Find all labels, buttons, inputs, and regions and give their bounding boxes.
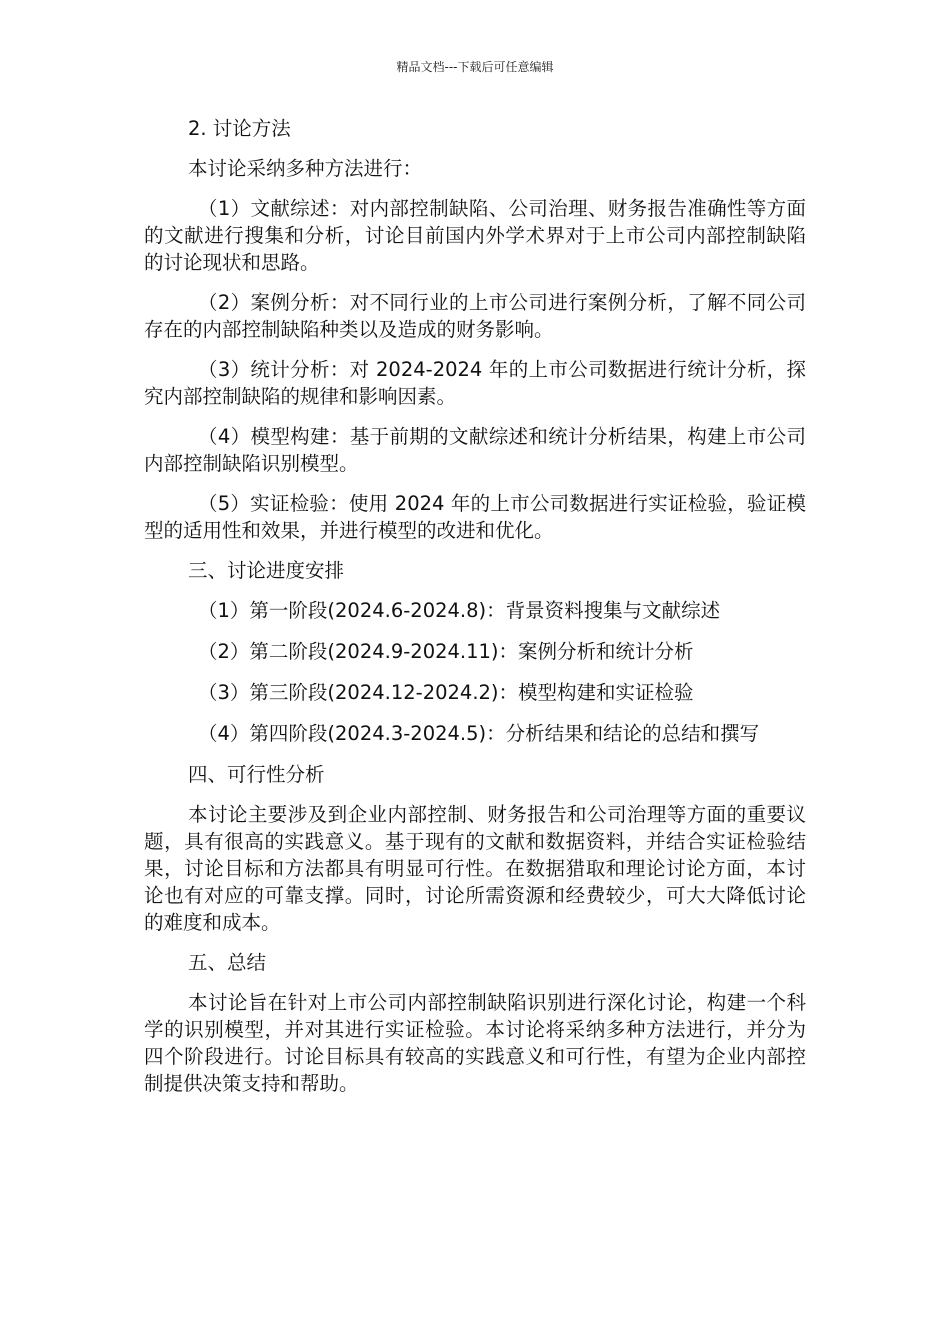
schedule-item: （3）第三阶段(2024.12-2024.2)：模型构建和实证检验 <box>198 681 694 704</box>
schedule-item: （4）第四阶段(2024.3-2024.5)：分析结果和结论的总结和撰写 <box>198 722 760 745</box>
summary-paragraph: 本讨论旨在针对上市公司内部控制缺陷识别进行深化讨论，构建一个科学的识别模型，并对其进行实证检验。本讨论将采纳多种方法进行，并分为四个阶段进行。讨论目标具有较高的实践意义和可行性，有望为企业内部控制提供决策支持和帮助。 <box>144 991 806 1095</box>
method-intro: 本讨论采纳多种方法进行： <box>188 157 423 180</box>
page-header: 精品文档---下载后可任意编辑 <box>396 60 554 74</box>
method-item: （5）实证检验：使用 2024 年的上市公司数据进行实证检验，验证模型的适用性和效果，并进行模型的改进和优化。 <box>144 492 806 542</box>
method-item: （1）文献综述：对内部控制缺陷、公司治理、财务报告准确性等方面的文献进行搜集和分析，讨论目前国内外学术界对于上市公司内部控制缺陷的讨论现状和思路。 <box>144 197 806 274</box>
document-body <box>144 115 806 1110</box>
schedule-item: （1）第一阶段(2024.6-2024.8)：背景资料搜集与文献综述 <box>198 599 721 622</box>
schedule-item: （2）第二阶段(2024.9-2024.11)：案例分析和统计分析 <box>198 640 694 663</box>
method-heading: 2. 讨论方法 <box>188 117 291 140</box>
feasibility-heading: 四、可行性分析 <box>188 763 325 786</box>
feasibility-paragraph: 本讨论主要涉及到企业内部控制、财务报告和公司治理等方面的重要议题，具有很高的实践意义。基于现有的文献和数据资料，并结合实证检验结果，讨论目标和方法都具有明显可行性。在数据猎取和理论讨论方面，本讨论也有对应的可靠支撑。同时，讨论所需资源和经费较少，可大大降低讨论的难度和成本。 <box>144 803 806 934</box>
method-item: （2）案例分析：对不同行业的上市公司进行案例分析，了解不同公司存在的内部控制缺陷种类以及造成的财务影响。 <box>144 291 806 341</box>
method-item: （4）模型构建：基于前期的文献综述和统计分析结果，构建上市公司内部控制缺陷识别模型。 <box>144 425 806 475</box>
schedule-heading: 三、讨论进度安排 <box>188 559 345 582</box>
summary-heading: 五、总结 <box>188 951 267 974</box>
method-item: （3）统计分析：对 2024-2024 年的上市公司数据进行统计分析，探究内部控制缺陷的规律和影响因素。 <box>144 358 806 408</box>
